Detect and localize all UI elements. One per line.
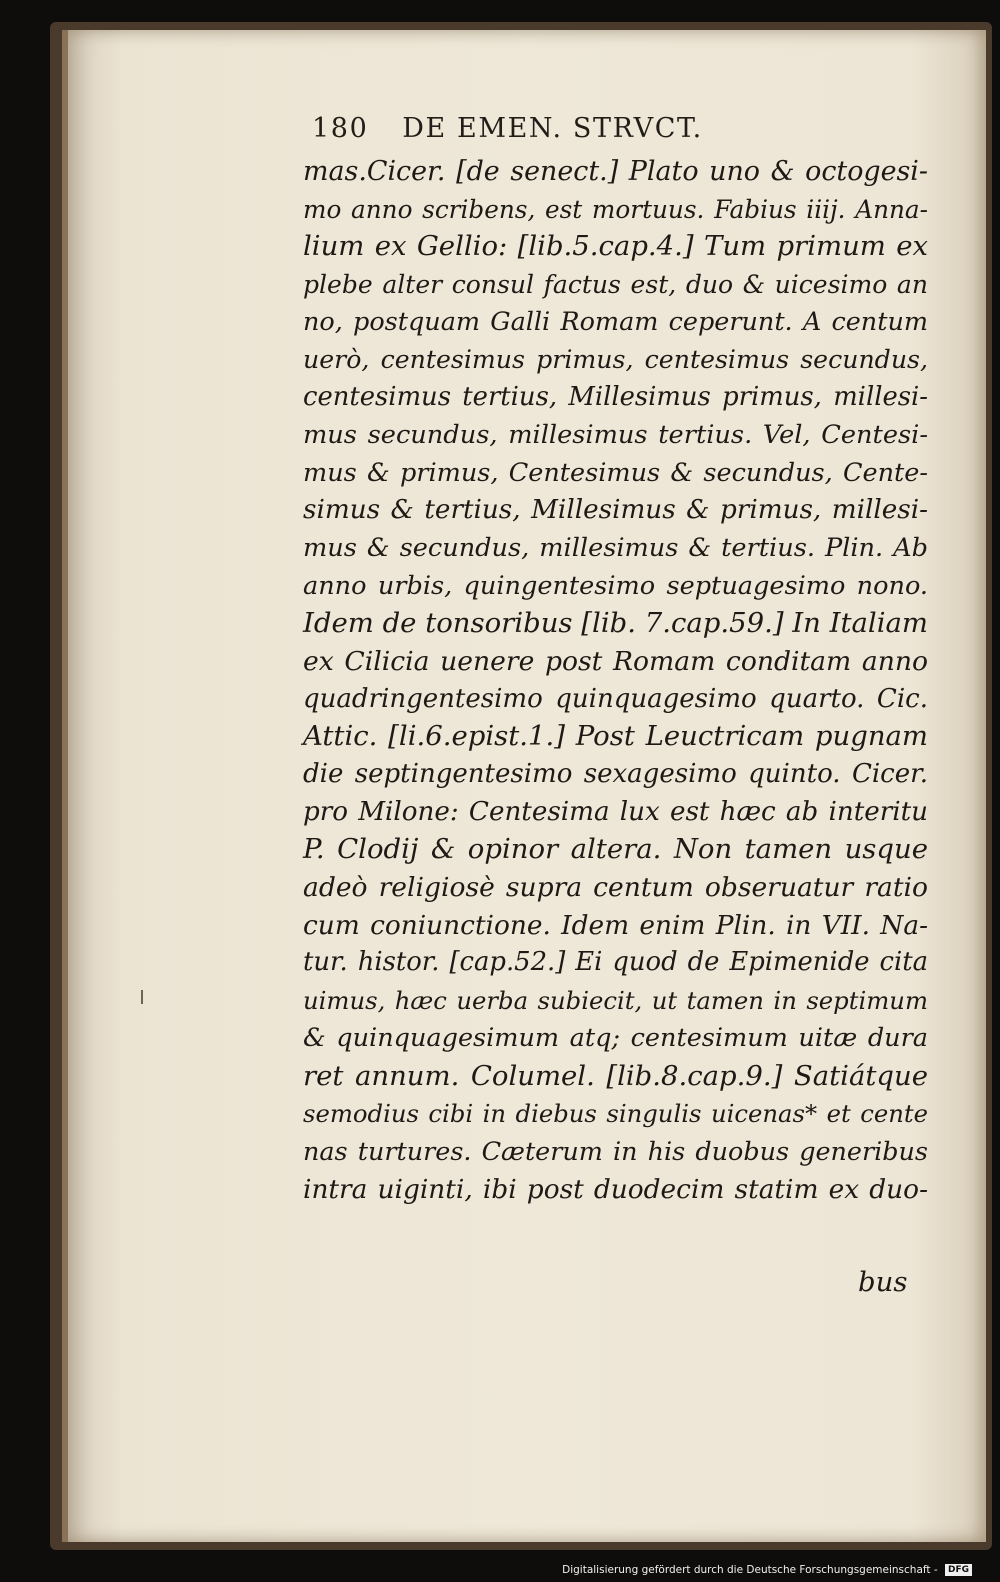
text-line: lium ex Gellio: [lib.5.cap.4.] Tum primum ex [303,230,928,263]
credit-text: Digitalisierung gefördert durch die Deutsche Forschungsgemeinschaft - [562,1564,938,1576]
text-line: adeò religiosè supra centum obseruatur ratio [303,872,928,904]
body-text [303,153,928,1208]
digitization-credit [562,1564,972,1576]
text-line: plebe alter consul factus est, duo & uicesimo an [303,270,928,300]
page-header [312,113,703,153]
page-number: 180 [312,113,369,144]
text-line: ex Cilicia uenere post Romam conditam anno [303,645,928,677]
text-line: pro Milone: Centesima lux est hæc ab interitu [303,796,928,827]
text-line: semodius cibi in diebus singulis uicenas* et cente [303,1099,928,1129]
text-line: mas.Cicer. [de senect.] Plato uno & octogesi- [303,156,928,187]
text-line: mo anno scribens, est mortuus. Fabius iiij. Anna- [303,194,928,224]
text-line: ret annum. Columel. [lib.8.cap.9.] Satiátque [303,1059,928,1092]
text-line: centesimus tertius, Millesimus primus, millesi- [303,382,928,413]
text-line: no, postquam Galli Romam ceperunt. A centum [303,306,928,337]
catchword: bus [858,1266,908,1298]
text-line: & quinquagesimum atq; centesimum uitæ dura [303,1022,928,1053]
text-line: tur. histor. [cap.52.] Ei quod de Epimenide cita [303,947,928,978]
dfg-logo: DFG [945,1564,972,1576]
text-line: uerò, centesimus primus, centesimus secundus, [303,345,928,375]
text-line: mus & primus, Centesimus & secundus, Cente- [303,457,928,488]
text-line: uimus, hæc uerba subiecit, ut tamen in septimum [303,986,928,1016]
text-line: mus secundus, millesimus tertius. Vel, Centesi- [303,419,928,450]
text-line: nas turtures. Cæterum in his duobus generibus [303,1135,928,1166]
text-line: intra uiginti, ibi post duodecim statim ex duo- [303,1173,928,1205]
text-line: simus & tertius, Millesimus & primus, millesi- [303,495,928,526]
text-line: P. Clodij & opinor altera. Non tamen usque [303,833,928,866]
running-title: DE EMEN. STRVCT. [402,113,703,144]
margin-mark [141,990,143,1004]
text-line: anno urbis, quingentesimo septuagesimo nono. [303,570,928,601]
text-line: mus & secundus, millesimus & tertius. Plin. Ab [303,532,928,563]
text-line: Attic. [li.6.epist.1.] Post Leuctricam pugnam [303,720,928,753]
text-line: Idem de tonsoribus [lib. 7.cap.59.] In Italiam [303,607,928,640]
text-line: die septingentesimo sexagesimo quinto. Cicer. [303,759,928,789]
text-line: cum coniunctione. Idem enim Plin. in VII. Na- [303,909,928,941]
text-line: quadringentesimo quinquagesimo quarto. Cic. [303,683,928,714]
